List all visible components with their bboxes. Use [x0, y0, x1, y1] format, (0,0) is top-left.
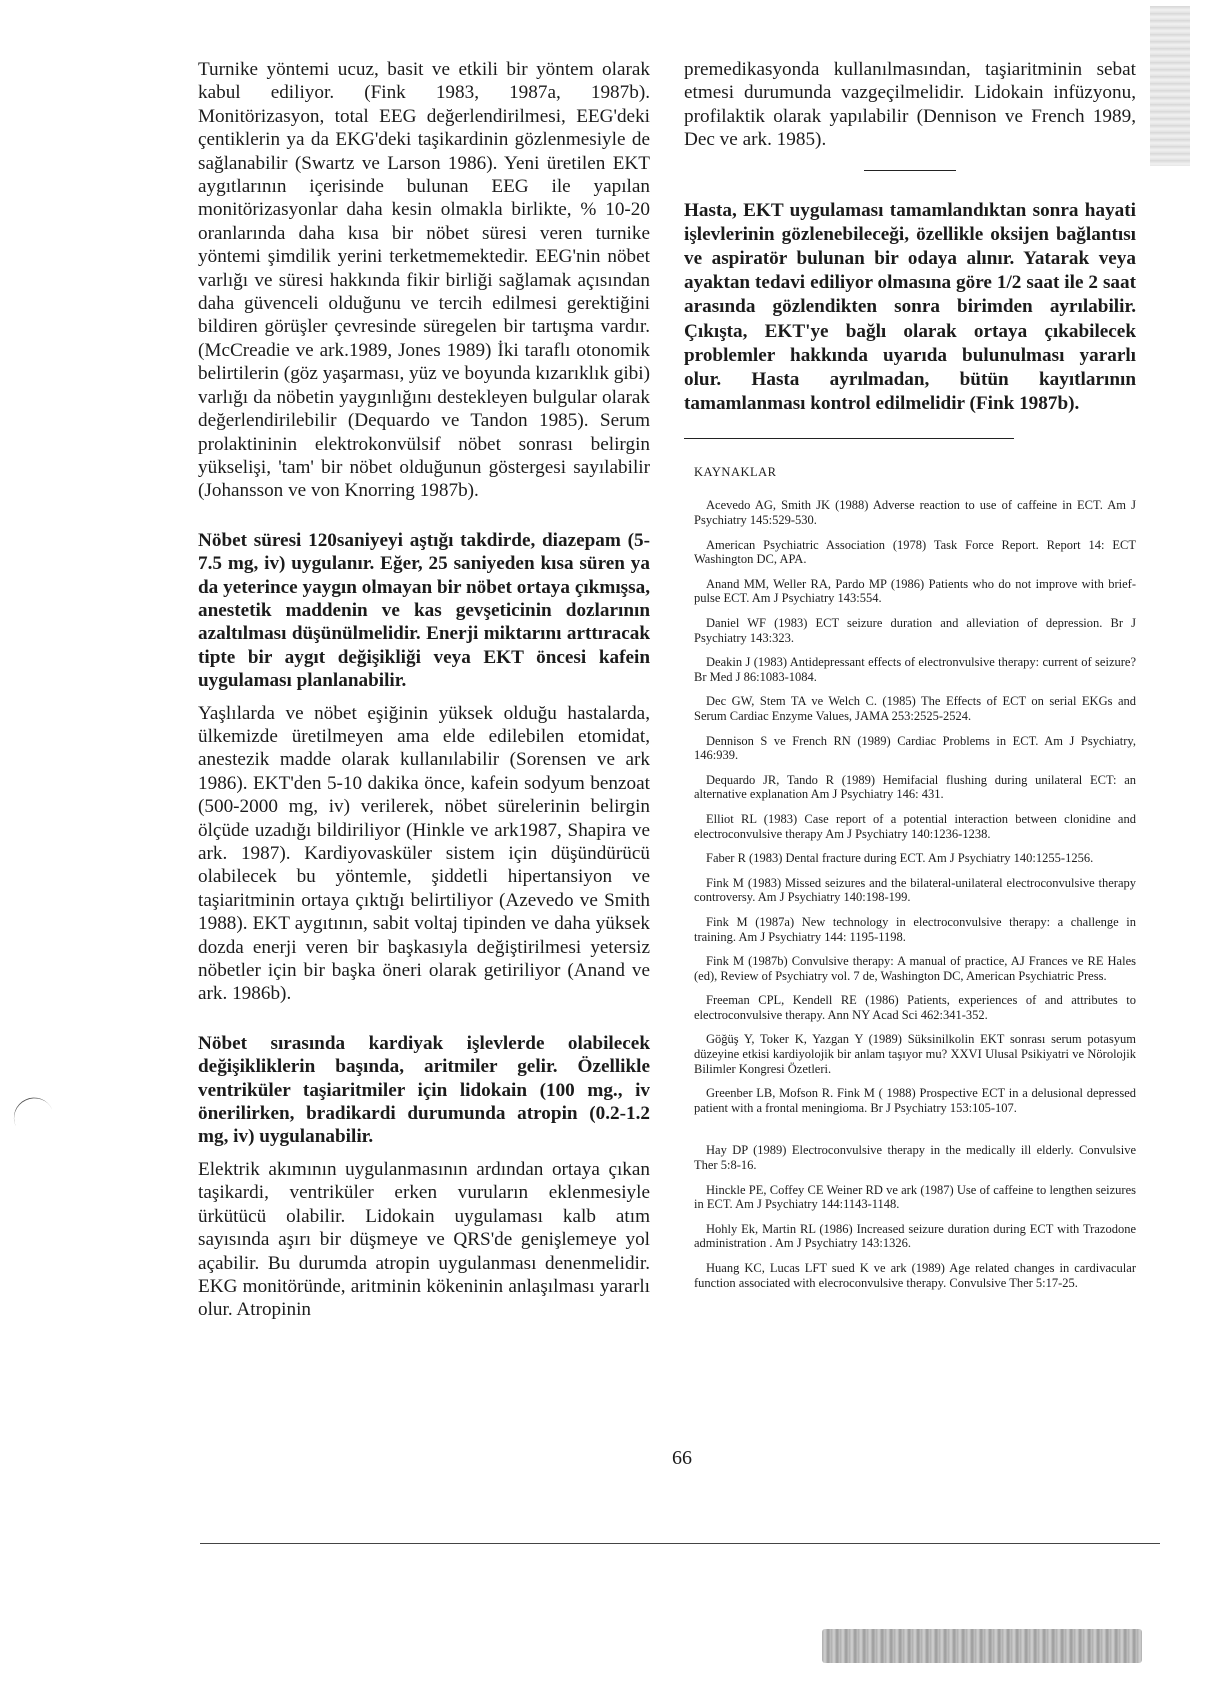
section-divider-references: [684, 438, 1014, 439]
reference-item: Dec GW, Stem TA ve Welch C. (1985) The Effects of ECT on serial EKGs and Serum Cardiac Enzyme Values, JAMA 253:2525-2524.: [694, 694, 1136, 723]
page-number: 66: [672, 1447, 692, 1469]
references-list: [684, 498, 1136, 1290]
paragraph-tachycardia: Elektrik akımının uygulanmasının ardından ortaya çıkan taşikardi, ventriküler erken vuruların eklenmesiyle ürkütücü olabilir. Lidokain uygulaması kalb atım sayısında aşırı bir düşmeye ve QRS'de genişlemeye yol açabilir. Bu durumda atropin uygulanması denenmelidir. EKG monitöründe, aritminin kökeninin anlaşılması yararlı olur. Atropinin: [198, 1158, 650, 1321]
left-column: [198, 58, 650, 1322]
reference-item: Daniel WF (1983) ECT seizure duration and alleviation of depression. Br J Psychiatry 143:323.: [694, 616, 1136, 645]
reference-item: Greenber LB, Mofson R. Fink M ( 1988) Prospective ECT in a delusional depressed patient with a frontal meningioma. Br J Psychiatry 153:105-107.: [694, 1086, 1136, 1115]
right-column: [684, 58, 1136, 1300]
reference-item: Huang KC, Lucas LFT sued K ve ark (1989) Age related changes in cardivacular function associated with elecroconvulsive therapy. Convulsive Ther 5:17-25.: [694, 1261, 1136, 1290]
reference-item: Hohly Ek, Martin RL (1986) Increased seizure duration during ECT with Trazodone administration . Am J Psychiatry 143:1326.: [694, 1221, 1136, 1251]
reference-item: Hay DP (1989) Electroconvulsive therapy in the medically ill elderly. Convulsive Ther 5:8-16.: [694, 1143, 1136, 1173]
reference-item: Fink M (1987a) New technology in electroconvulsive therapy: a challenge in training. Am J Psychiatry 144: 1195-1198.: [694, 914, 1136, 944]
reference-item: Faber R (1983) Dental fracture during ECT. Am J Psychiatry 140:1255-1256.: [706, 851, 1094, 866]
reference-item: Fink M (1987b) Convulsive therapy: A manual of practice, AJ Frances ve RE Hales (ed), Review of Psychiatry vol. 7 de, Washington DC, American Psychiatric Press.: [694, 954, 1136, 983]
reference-item: Dennison S ve French RN (1989) Cardiac Problems in ECT. Am J Psychiatry, 146:939.: [694, 733, 1136, 763]
reference-item: American Psychiatric Association (1978) Task Force Report. Report 14: ECT Washington DC, APA.: [694, 537, 1136, 567]
paragraph-cardiac-arrhythmias-bold: Nöbet sırasında kardiyak işlevlerde olabilecek değişikliklerin başında, aritmiler gelir. Özellikle ventriküler taşiaritmiler için lidokain (100 mg., iv önerilirken, bradikardi durumunda atropin (0.2-1.2 mg, iv) uygulanabilir.: [198, 1032, 650, 1148]
scan-shadow-artifact: [822, 1629, 1142, 1663]
reference-item: Fink M (1983) Missed seizures and the bilateral-unilateral electroconvulsive therapy controversy. Am J Psychiatry 140:198-199.: [694, 875, 1136, 905]
paragraph-elderly-patients: Yaşlılarda ve nöbet eşiğinin yüksek olduğu hastalarda, ülkemizde üretilmeyen ama elde edilebilen etomidat, anestezik madde olarak kullanılabilir (Sorensen ve ark 1986). EKT'den 5-10 dakika önce, kafein sodyum benzoat (500-2000 mg, iv) verilerek, nöbet sürelerinin belirgin ölçüde uzadığı bildiriliyor (Hinkle ve ark1987, Shapira ve ark. 1987). Kardiyovasküler sistem için düşündürücü olabilecek bu yöntemle, şiddetli hipertansiyon ve taşiaritminin ortaya çıktığı belirtiliyor (Azevedo ve Smith 1988). EKT aygıtının, sabit voltaj tipinden ve daha yüksek dozda enerji veren bir başkasıyla değiştirilmesi yetersiz nöbetler için bir başka öneri olarak getiriliyor (Anand ve ark. 1986b).: [198, 702, 650, 1005]
scan-edge-artifact: [1150, 6, 1190, 166]
reference-item: Deakin J (1983) Antidepressant effects of electronvulsive therapy: current of seizure? Br Med J 86:1083-1084.: [694, 655, 1136, 684]
section-divider-short: [864, 170, 956, 171]
reference-item: Elliot RL (1983) Case report of a potential interaction between clonidine and electroconvulsive therapy Am J Psychiatry 140:1236-1238.: [694, 811, 1136, 841]
punch-hole-mark: [7, 1091, 56, 1136]
page-bottom-rule: [200, 1543, 1160, 1544]
reference-item: Göğüş Y, Toker K, Yazgan Y (1989) Süksinilkolin EKT sonrası serum potasyum düzeyine etkisi kardiyolojik bir anlam taşıyor mu? XXVI Ulusal Psikiyatri ve Nörolojik Bilimler Kongresi Özetleri.: [694, 1032, 1136, 1076]
reference-item: Freeman CPL, Kendell RE (1986) Patients, experiences of and attributes to electroconvulsive therapy. Ann NY Acad Sci 462:341-352.: [694, 993, 1136, 1022]
paragraph-premedication: premedikasyonda kullanılmasından, taşiaritminin sebat etmesi durumunda vazgeçilmelidir. Lidokain infüzyonu, profilaktik olarak yapılabilir (Dennison ve French 1989, Dec ve ark. 1985).: [684, 59, 1136, 151]
references-heading: KAYNAKLAR: [694, 465, 777, 480]
reference-item: Dequardo JR, Tando R (1989) Hemifacial flushing during unilateral ECT: an alternative explanation Am J Psychiatry 146: 431.: [694, 772, 1136, 802]
paragraph-tourniquet-method: Turnike yöntemi ucuz, basit ve etkili bir yöntem olarak kabul ediliyor. (Fink 1983, 1987a, 1987b). Monitörizasyon, total EEG değerlendirilmesi, EEG'deki çentiklerin ya da EKG'deki taşikardinin gözlenmesiyle de sağlanabilir (Swartz ve Larson 1986). Yeni üretilen EKT aygıtlarının içerisinde bulunan EEG ile yapılan monitörizasyonlar daha kesin olmakla birlikte, % 10-20 oranlarında daha kısa bir nöbet süresi veren turnike yöntemi şimdilik yerini terketmemektedir. EEG'nin nöbet varlığı ve süresi hakkında fikir birliği sağlamak açısından daha güvenceli olduğunu ve tercih edilmesi gerektiğini bildiren görüşler çevresinde süregelen bir tartışma vardır. (McCreadie ve ark.1989, Jones 1989) İki taraflı otonomik belirtilerin (göz yaşarması, yüz ve boyunda kızarıklık gibi) varlığı da nöbetin yaygınlığını destekleyen bulgular olarak değerlendirilebilir (Dequardo ve Tandon 1985). Serum prolaktininin elektrokonvülsif nöbet sonrası belirgin yükselişi, 'tam' bir nöbet olduğunun göstergesi sayılabilir (Johansson ve von Knorring 1987b).: [198, 59, 650, 502]
reference-item: Hinckle PE, Coffey CE Weiner RD ve ark (1987) Use of caffeine to lengthen seizures in ECT. Am J Psychiatry 144:1143-1148.: [694, 1182, 1136, 1212]
reference-item: Acevedo AG, Smith JK (1988) Adverse reaction to use of caffeine in ECT. Am J Psychiatry 145:529-530.: [694, 498, 1136, 528]
paragraph-post-ect-observation-bold: Hasta, EKT uygulaması tamamlandıktan sonra hayati işlevlerinin gözlenebileceği, özellikle oksijen bağlantısı ve aspiratör bulunan bir odaya alınır. Yatarak veya ayaktan tedavi ediliyor olmasına göre 1/2 saat ile 2 saat arasında gözlendikten sonra birimden ayrılabilir. Çıkışta, EKT'ye bağlı olarak ortaya çıkabilecek problemler hakkında uyarıda bulunulması yararlı olur. Hasta ayrılmadan, bütün kayıtlarının tamamlanması kontrol edilmelidir (Fink 1987b).: [684, 199, 1136, 415]
paragraph-seizure-duration-bold: Nöbet süresi 120saniyeyi aştığı takdirde, diazepam (5-7.5 mg, iv) uygulanır. Eğer, 25 saniyeden kısa süren ya da yeterince yaygın olmayan bir nöbet ortaya çıkmışsa, anestetik maddenin ve kas gevşeticinin dozlarının azaltılması düşünülmelidir. Enerji miktarını arttıracak tipte bir aygıt değişikliği veya EKT öncesi kafein uygulaması planlanabilir.: [198, 529, 650, 692]
reference-item: Anand MM, Weller RA, Pardo MP (1986) Patients who do not improve with brief-pulse ECT. Am J Psychiatry 143:554.: [694, 576, 1136, 606]
